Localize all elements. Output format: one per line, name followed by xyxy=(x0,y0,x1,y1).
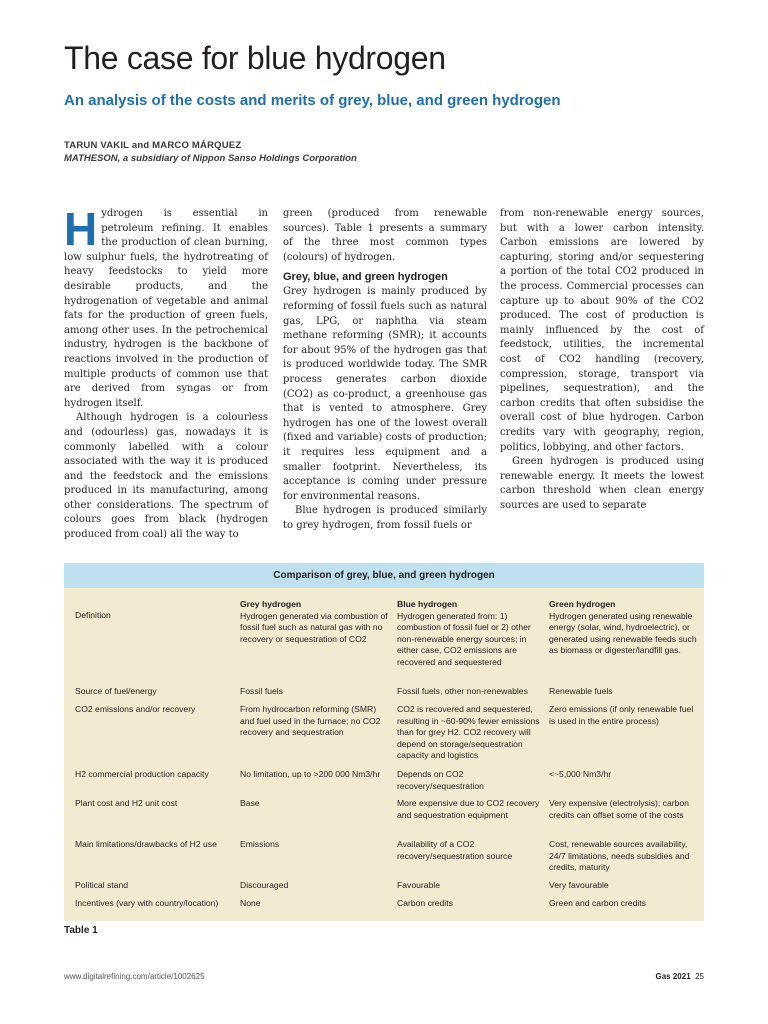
row-label-political: Political stand xyxy=(75,880,129,890)
cell-emissions-blue: CO2 is recovered and sequestered, resulting in ~60-90% fewer emissions than for grey H2. CO2 recovery will depend on storage/sequestration capacity and logistics xyxy=(397,704,540,761)
cell-source-green: Renewable fuels xyxy=(549,686,613,696)
publication-name: Gas 2021 xyxy=(655,972,691,981)
paragraph-colours: green (produced from renewable sources). Table 1 presents a summary of the three most common types (colours) of hydrogen. xyxy=(283,208,487,263)
paragraph-intro: Hydrogen is essential in petroleum refining. It enables the production of clean burning, low sulphur fuels, the hydrotreating of heavy feedstocks to yield more desirable products, and the hydrogenation of vegetable and animal fats for the production of green fuels, among other uses. In the petrochemical industry, hydrogen is the backbone of reactions involved in the production of multiple products of common use that are derived from syngas or from hydrogen itself. xyxy=(64,203,268,409)
table-header: Comparison of grey, blue, and green hydrogen xyxy=(64,563,704,588)
article-title: The case for blue hydrogen xyxy=(64,40,446,76)
column-heading-grey: Grey hydrogen xyxy=(240,599,302,609)
paragraph-grey-hydrogen: Grey hydrogen is mainly produced by reforming of fossil fuels such as natural gas, LPG, or naphtha via steam methane reforming (SMR); it accounts for about 95% of the hydrogen gas that is produced worldwide today. The SMR process generates carbon dioxide (CO2) as co-product, a greenhouse gas that is vented to atmosphere. Grey hydrogen has one of the lowest overall (fixed and variable) costs of production; it requires less equipment and a smaller footprint. Nevertheless, its acceptance is coming under pressure for environmental reasons. xyxy=(283,286,487,502)
body-column-2 xyxy=(283,207,487,533)
table-caption: Table 1 xyxy=(64,925,98,936)
cell-limitations-green: Cost, renewable sources availability, 24/7 limitations, needs subsidies and credits, maturity xyxy=(549,839,690,873)
cell-political-blue: Favourable xyxy=(397,880,440,890)
paragraph-blue-hydrogen: Blue hydrogen is produced similarly to grey hydrogen, from fossil fuels or xyxy=(283,505,487,531)
comparison-table xyxy=(64,563,704,921)
cell-definition-green: Green hydrogen Hydrogen generated using renewable energy (solar, wind, hydroelectric), or generated using renewable feeds such as biomass or digester/landfill gas. xyxy=(549,599,699,657)
article-subtitle: An analysis of the costs and merits of grey, blue, and green hydrogen xyxy=(64,92,561,109)
cell-source-grey: Fossil fuels xyxy=(240,686,283,696)
cell-cost-green: Very expensive (electrolysis); carbon credits can offset some of the costs xyxy=(549,798,689,820)
footer-url-link[interactable]: www.digitalrefining.com/article/1002625 xyxy=(64,972,205,981)
row-label-source: Source of fuel/energy xyxy=(75,686,157,696)
author-affiliation: MATHESON, a subsidiary of Nippon Sanso Holdings Corporation xyxy=(64,153,357,164)
cell-definition-blue: Blue hydrogen Hydrogen generated from: 1) combustion of fossil fuel or 2) other non-renewable energy sources; in either case, CO2 emissions are recovered and sequestered xyxy=(397,599,547,669)
cell-emissions-grey: From hydrocarbon reforming (SMR) and fuel used in the furnace; no CO2 recovery and sequestration xyxy=(240,704,381,738)
cell-capacity-grey: No limitation, up to >200 000 Nm3/hr xyxy=(240,769,381,779)
body-column-3 xyxy=(500,207,704,513)
cell-incentives-blue: Carbon credits xyxy=(397,898,453,908)
row-label-definition: Definition xyxy=(75,610,111,620)
row-label-cost: Plant cost and H2 unit cost xyxy=(75,798,178,808)
footer-page-info xyxy=(656,972,705,981)
row-label-incentives: Incentives (vary with country/location) xyxy=(75,898,219,908)
cell-capacity-green: <~5,000 Nm3/hr xyxy=(549,769,612,779)
cell-incentives-grey: None xyxy=(240,898,261,908)
cell-political-green: Very favourable xyxy=(549,880,609,890)
article-authors: TARUN VAKIL and MARCO MÁRQUEZ xyxy=(64,140,242,151)
page-number: 25 xyxy=(695,972,704,981)
cell-cost-blue: More expensive due to CO2 recovery and sequestration equipment xyxy=(397,798,540,820)
cell-political-grey: Discouraged xyxy=(240,880,289,890)
cell-definition-grey: Grey hydrogen Hydrogen generated via combustion of fossil fuel such as natural gas with no recovery or sequestration of CO2 xyxy=(240,599,392,645)
row-label-emissions: CO2 emissions and/or recovery xyxy=(75,704,196,714)
drop-cap: H xyxy=(64,203,98,255)
column-heading-blue: Blue hydrogen xyxy=(397,599,458,609)
cell-limitations-grey: Emissions xyxy=(240,839,280,849)
paragraph-blue-hydrogen: from non-renewable energy sources, but with a lower carbon intensity. Carbon emissions are lowered by capturing, storing and/or sequestering a portion of the total CO2 produced in the process. Commercial processes can capture up to about 90% of the CO2 produced. The cost of production is mainly influenced by the cost of feedstock, utilities, the incremental cost of CO2 handling (recovery, compression, storage, transport via pipelines, sequestration), and the carbon credits that often subsidise the overall cost of blue hydrogen. Carbon credits vary with geography, region, politics, lobbying, and other factors. xyxy=(500,208,704,453)
cell-incentives-green: Green and carbon credits xyxy=(549,898,646,908)
row-label-capacity: H2 commercial production capacity xyxy=(75,769,209,779)
cell-emissions-green: Zero emissions (if only renewable fuel is used in the entire process) xyxy=(549,704,694,726)
cell-cost-grey: Base xyxy=(240,798,260,808)
row-label-limitations: Main limitations/drawbacks of H2 use xyxy=(75,839,217,849)
section-heading: Grey, blue, and green hydrogen xyxy=(283,271,448,284)
paragraph-colours: Although hydrogen is a colourless and (odourless) gas, nowadays it is commonly labelled with a colour associated with the way it is produced and the feedstock and the emissions produced in its manufacturing, among other considerations. The spectrum of colours goes from black (hydrogen produced from coal) all the way to xyxy=(64,412,268,541)
cell-capacity-blue: Depends on CO2 recovery/sequestration xyxy=(397,769,484,791)
column-heading-green: Green hydrogen xyxy=(549,599,616,609)
cell-source-blue: Fossil fuels, other non-renewables xyxy=(397,686,528,696)
cell-limitations-blue: Availability of a CO2 recovery/sequestration source xyxy=(397,839,513,861)
paragraph-green-hydrogen: Green hydrogen is produced using renewable energy. It meets the lowest carbon threshold when clean energy sources are used to separate xyxy=(500,456,704,511)
body-column-1 xyxy=(64,203,268,543)
